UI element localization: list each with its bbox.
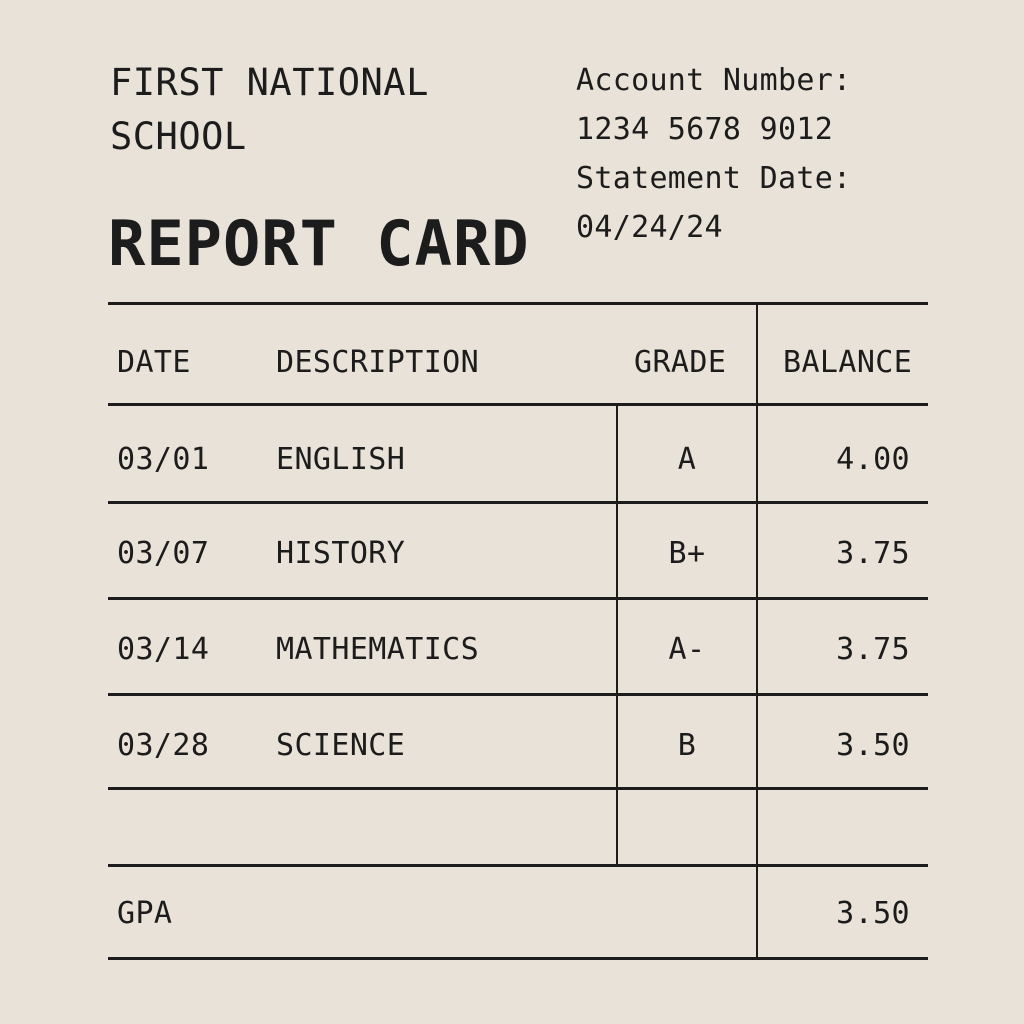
row-grade: B+ (668, 536, 706, 571)
row-rule (108, 597, 928, 600)
row-rule (108, 864, 928, 867)
row-grade: A- (668, 632, 706, 667)
row-date: 03/28 (117, 728, 210, 763)
statement-date-value: 04/24/24 (576, 210, 723, 245)
row-balance: 3.75 (836, 536, 910, 571)
header-bottom-rule (108, 403, 928, 406)
school-name-line-2: SCHOOL (110, 115, 247, 158)
row-balance: 4.00 (836, 442, 910, 477)
row-description: HISTORY (276, 536, 406, 571)
account-info (576, 56, 851, 252)
row-description: ENGLISH (276, 442, 406, 477)
row-balance: 3.50 (836, 728, 910, 763)
row-grade: A (677, 442, 697, 477)
table-top-rule (108, 302, 928, 305)
statement-date-label: Statement Date: (576, 161, 852, 196)
column-header-balance: BALANCE (783, 345, 913, 380)
school-name (110, 56, 530, 164)
row-date: 03/07 (117, 536, 210, 571)
column-header-description: DESCRIPTION (276, 345, 480, 380)
row-grade: B (677, 728, 697, 763)
row-rule (108, 501, 928, 504)
document-title: REPORT CARD (108, 207, 530, 280)
row-balance: 3.75 (836, 632, 910, 667)
row-date: 03/01 (117, 442, 210, 477)
column-header-date: DATE (117, 345, 191, 380)
gpa-label: GPA (117, 896, 173, 931)
row-rule (108, 787, 928, 790)
account-number-label: Account Number: (576, 63, 852, 98)
row-description: SCIENCE (276, 728, 406, 763)
column-header-grade: GRADE (634, 345, 727, 380)
table-bottom-rule (108, 957, 928, 960)
school-name-line-1: FIRST NATIONAL (110, 61, 429, 104)
row-rule (108, 693, 928, 696)
row-date: 03/14 (117, 632, 210, 667)
account-number-value: 1234 5678 9012 (576, 112, 834, 147)
gpa-value: 3.50 (836, 896, 910, 931)
row-description: MATHEMATICS (276, 632, 480, 667)
